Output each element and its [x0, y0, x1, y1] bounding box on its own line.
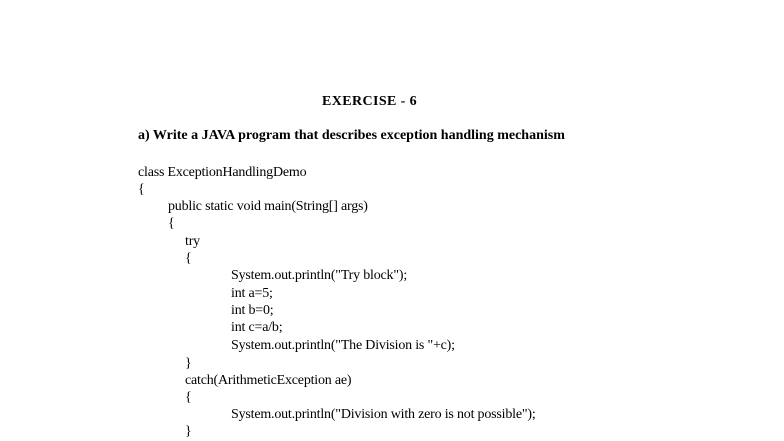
- code-line: catch(ArithmeticException ae): [185, 373, 352, 388]
- code-line: {: [185, 251, 192, 266]
- code-line: int b=0;: [231, 303, 274, 318]
- code-line: System.out.println("Try block");: [231, 268, 408, 283]
- exercise-heading: EXERCISE - 6: [322, 94, 418, 109]
- code-line: {: [138, 182, 145, 197]
- question-text: a) Write a JAVA program that describes exception handling mechanism: [138, 128, 565, 143]
- code-line: try: [185, 234, 200, 249]
- code-line: int c=a/b;: [231, 320, 283, 335]
- code-line: class ExceptionHandlingDemo: [138, 165, 307, 180]
- code-line: int a=5;: [231, 286, 273, 301]
- code-line: }: [185, 356, 192, 371]
- code-line: {: [168, 216, 175, 231]
- code-line: }: [185, 424, 192, 439]
- code-line: public static void main(String[] args): [168, 199, 368, 214]
- code-line: {: [185, 390, 192, 405]
- code-line: System.out.println("The Division is "+c);: [231, 338, 455, 353]
- code-line: System.out.println("Division with zero is not possible");: [231, 407, 536, 422]
